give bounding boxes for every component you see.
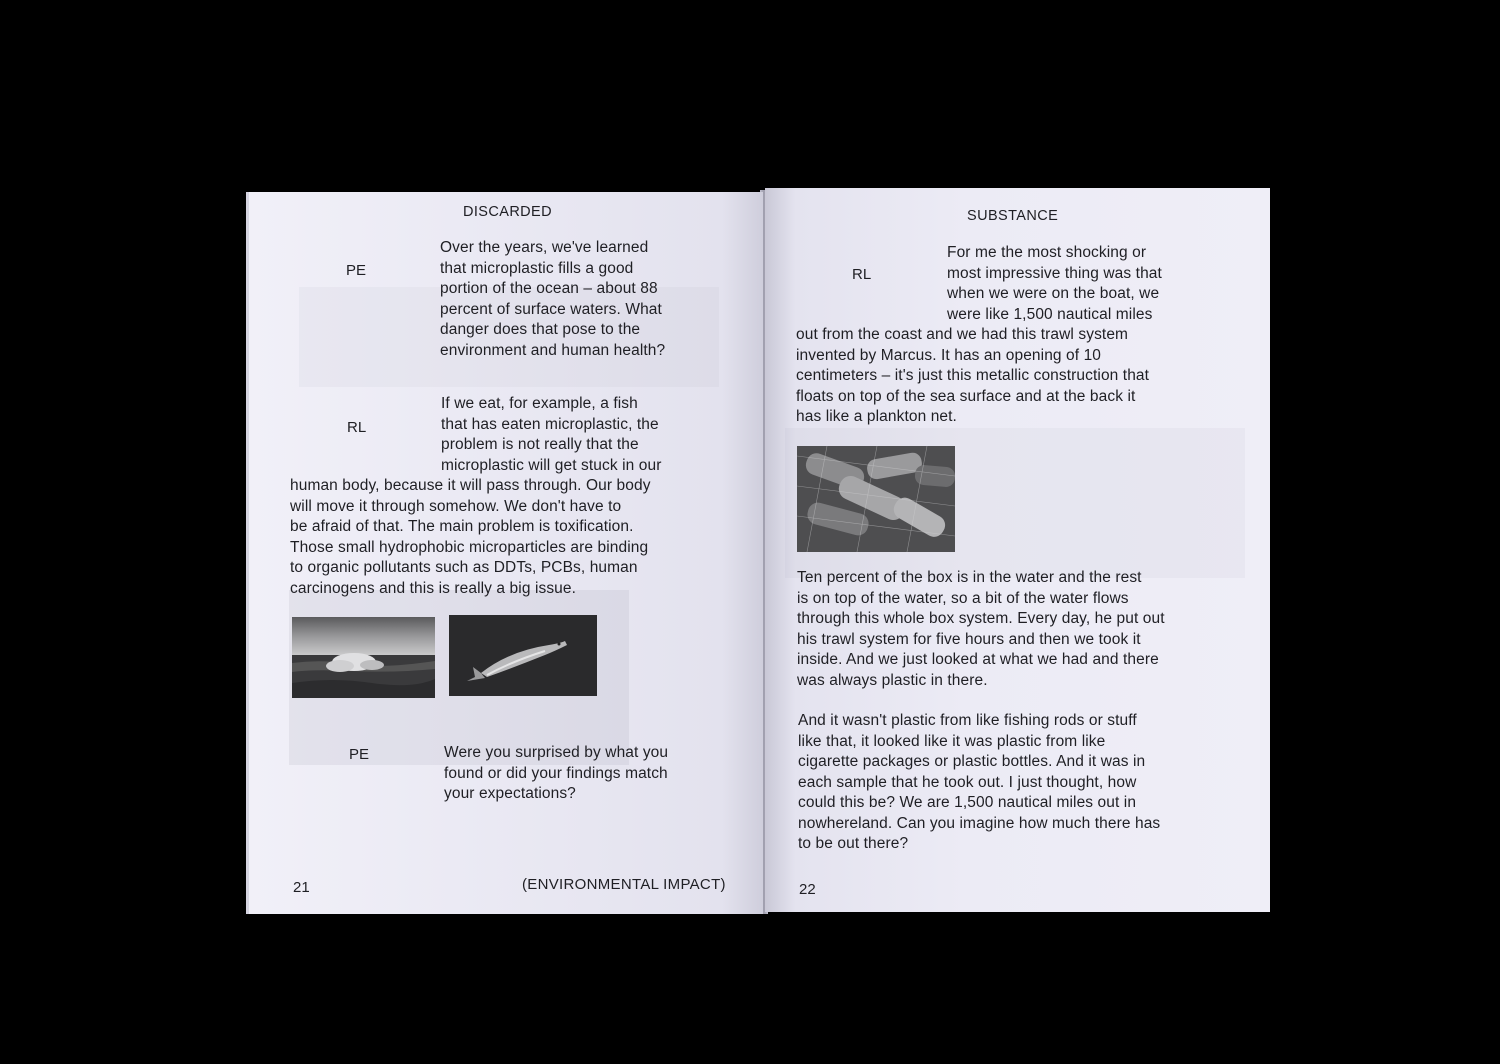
right-page	[765, 188, 1270, 912]
answer-text-indented: For me the most shocking or most impressive thing was that when we were on the boat, we were like 1,500 nautical miles	[947, 244, 1162, 323]
body-paragraph: And it wasn't plastic from like fishing rods or stuff like that, it looked like it was plastic from like cigarette packages or plastic bottles. And it was in each sample that he took out. I just thought, how could this be? We are 1,500 nautical miles out in nowhereland. Can you imagine how much there has to be out there?	[798, 712, 1161, 852]
answer-text-indented: If we eat, for example, a fish that has eaten microplastic, the problem is not really that the microplastic will get stuck in our	[441, 395, 662, 474]
answer-text: human body, because it will pass through. Our body will move it through somehow. We don't have to be afraid of that. The main problem is toxification. Those small hydrophobic microparticles are binding to organic pollutants such as DDTs, PCBs, human carcinogens and this is really a big issue.	[290, 477, 651, 597]
plastic-bottles-photo	[797, 446, 955, 552]
fish-photo	[449, 615, 597, 696]
speaker-label: RL	[852, 266, 872, 283]
speaker-label: PE	[346, 262, 367, 279]
speaker-label: RL	[347, 419, 367, 436]
speaker-label: PE	[349, 746, 370, 763]
page-number: 21	[293, 879, 310, 896]
question-text: Over the years, we've learned that microplastic fills a good portion of the ocean – about 88 percent of surface waters. What danger does that pose to the environment and human health?	[440, 239, 666, 359]
ocean-wave-photo	[292, 617, 435, 698]
running-footer: (ENVIRONMENTAL IMPACT)	[522, 876, 726, 893]
left-page	[249, 192, 763, 914]
running-header: SUBSTANCE	[967, 208, 1059, 224]
answer-text: out from the coast and we had this trawl system invented by Marcus. It has an opening of 10 centimeters – it's just this metallic construction that floats on top of the sea surface and at the back it has like a plankton net.	[796, 326, 1150, 425]
page-number: 22	[799, 881, 816, 898]
body-paragraph: Ten percent of the box is in the water and the rest is on top of the water, so a bit of the water flows through this whole box system. Every day, he put out his trawl system for five hours and then we took it inside. And we just looked at what we had and there was always plastic in there.	[797, 569, 1165, 689]
question-text: Were you surprised by what you found or did your findings match your expectations?	[444, 744, 669, 802]
running-header: DISCARDED	[463, 204, 552, 220]
